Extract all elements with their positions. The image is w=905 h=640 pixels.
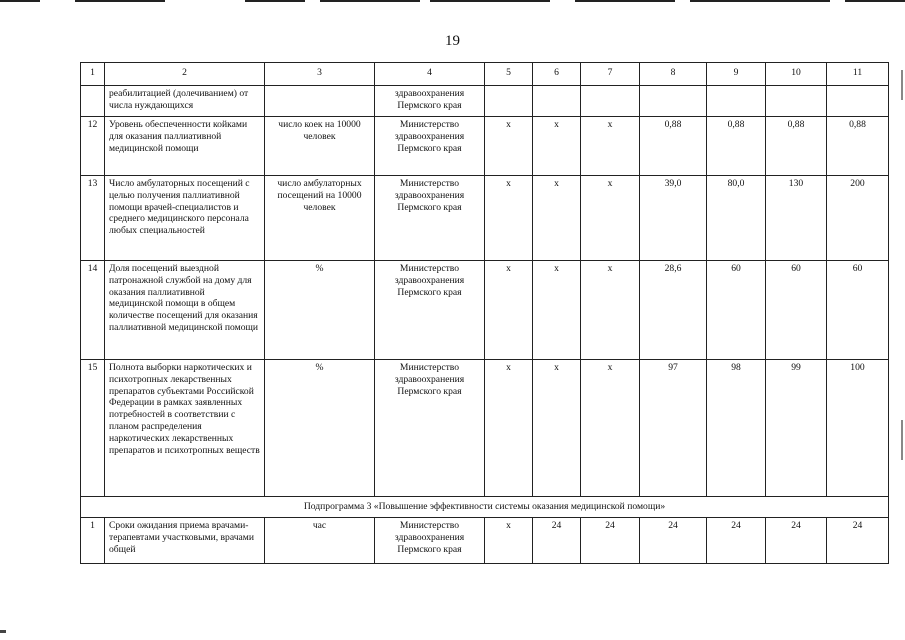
value-cell: [533, 86, 581, 117]
value-cell: 99: [766, 360, 827, 497]
responsible: Министерство здравоохранения Пермского края: [375, 176, 485, 261]
value-cell: x: [485, 360, 533, 497]
indicator-name: реабилитацией (долечиванием) от числа нуждающихся: [105, 86, 265, 117]
value-cell: x: [533, 261, 581, 360]
unit: [265, 86, 375, 117]
indicator-name: Сроки ожидания приема врачами-терапевтами участковыми, врачами общей: [105, 518, 265, 564]
column-header: 2: [105, 63, 265, 86]
table-row: [81, 518, 889, 564]
value-cell: x: [485, 518, 533, 564]
value-cell: 60: [766, 261, 827, 360]
page-number: 19: [445, 33, 460, 49]
value-cell: 97: [640, 360, 707, 497]
value-cell: x: [581, 360, 640, 497]
table-row: [81, 117, 889, 176]
value-cell: x: [485, 176, 533, 261]
indicator-name: Уровень обеспеченности койками для оказания паллиативной медицинской помощи: [105, 117, 265, 176]
value-cell: 60: [707, 261, 766, 360]
value-cell: 0,88: [827, 117, 889, 176]
row-number: [81, 86, 105, 117]
row-number: 13: [81, 176, 105, 261]
column-header: 8: [640, 63, 707, 86]
value-cell: x: [533, 360, 581, 497]
value-cell: 28,6: [640, 261, 707, 360]
page-top-border: [0, 0, 905, 2]
row-number: 14: [81, 261, 105, 360]
value-cell: 200: [827, 176, 889, 261]
scan-corner-mark: [0, 630, 6, 633]
scan-edge-mark: [901, 70, 903, 100]
indicator-name: Число амбулаторных посещений с целью получения паллиативной помощи врачей-специалистов и среднего медицинского персонала любых специальностей: [105, 176, 265, 261]
column-header: 11: [827, 63, 889, 86]
column-header: 9: [707, 63, 766, 86]
value-cell: x: [581, 117, 640, 176]
responsible: Министерство здравоохранения Пермского края: [375, 117, 485, 176]
indicator-name: Доля посещений выездной патронажной службой на дому для оказания паллиативной медицинской помощи в общем количестве посещений для оказания паллиативной медицинской помощи: [105, 261, 265, 360]
table-row: [81, 86, 889, 117]
value-cell: 24: [707, 518, 766, 564]
value-cell: [766, 86, 827, 117]
indicator-name: Полнота выборки наркотических и психотропных лекарственных препаратов субъектами Российской Федерации в рамках заявленных потребностей в соответствии с планом распределения наркотических лекарственных препаратов и психотропных веществ: [105, 360, 265, 497]
value-cell: x: [485, 117, 533, 176]
table-row: [81, 261, 889, 360]
row-number: 15: [81, 360, 105, 497]
value-cell: x: [533, 176, 581, 261]
value-cell: x: [581, 261, 640, 360]
value-cell: 24: [766, 518, 827, 564]
column-header: 6: [533, 63, 581, 86]
value-cell: 0,88: [766, 117, 827, 176]
value-cell: 24: [533, 518, 581, 564]
value-cell: 80,0: [707, 176, 766, 261]
value-cell: 100: [827, 360, 889, 497]
table-row: [81, 176, 889, 261]
unit: число коек на 10000 человек: [265, 117, 375, 176]
value-cell: 0,88: [707, 117, 766, 176]
row-number: 1: [81, 518, 105, 564]
value-cell: [827, 86, 889, 117]
value-cell: 60: [827, 261, 889, 360]
value-cell: [581, 86, 640, 117]
responsible: Министерство здравоохранения Пермского края: [375, 261, 485, 360]
unit: час: [265, 518, 375, 564]
value-cell: 24: [640, 518, 707, 564]
responsible: здравоохранения Пермского края: [375, 86, 485, 117]
value-cell: 39,0: [640, 176, 707, 261]
responsible: Министерство здравоохранения Пермского края: [375, 360, 485, 497]
column-header: 4: [375, 63, 485, 86]
subprogram-title: Подпрограмма 3 «Повышение эффективности системы оказания медицинской помощи»: [81, 497, 889, 518]
value-cell: x: [581, 176, 640, 261]
value-cell: x: [485, 261, 533, 360]
unit: %: [265, 261, 375, 360]
value-cell: 0,88: [640, 117, 707, 176]
value-cell: 24: [581, 518, 640, 564]
column-number-header-row: [81, 63, 889, 86]
value-cell: [485, 86, 533, 117]
column-header: 10: [766, 63, 827, 86]
value-cell: [640, 86, 707, 117]
value-cell: [707, 86, 766, 117]
unit: число амбулаторных посещений на 10000 человек: [265, 176, 375, 261]
value-cell: 24: [827, 518, 889, 564]
value-cell: x: [533, 117, 581, 176]
unit: %: [265, 360, 375, 497]
column-header: 5: [485, 63, 533, 86]
indicators-table: [80, 62, 889, 564]
subprogram-row: [81, 497, 889, 518]
responsible: Министерство здравоохранения Пермского края: [375, 518, 485, 564]
column-header: 1: [81, 63, 105, 86]
column-header: 7: [581, 63, 640, 86]
value-cell: 130: [766, 176, 827, 261]
table-row: [81, 360, 889, 497]
column-header: 3: [265, 63, 375, 86]
row-number: 12: [81, 117, 105, 176]
scan-edge-mark: [901, 420, 903, 460]
value-cell: 98: [707, 360, 766, 497]
